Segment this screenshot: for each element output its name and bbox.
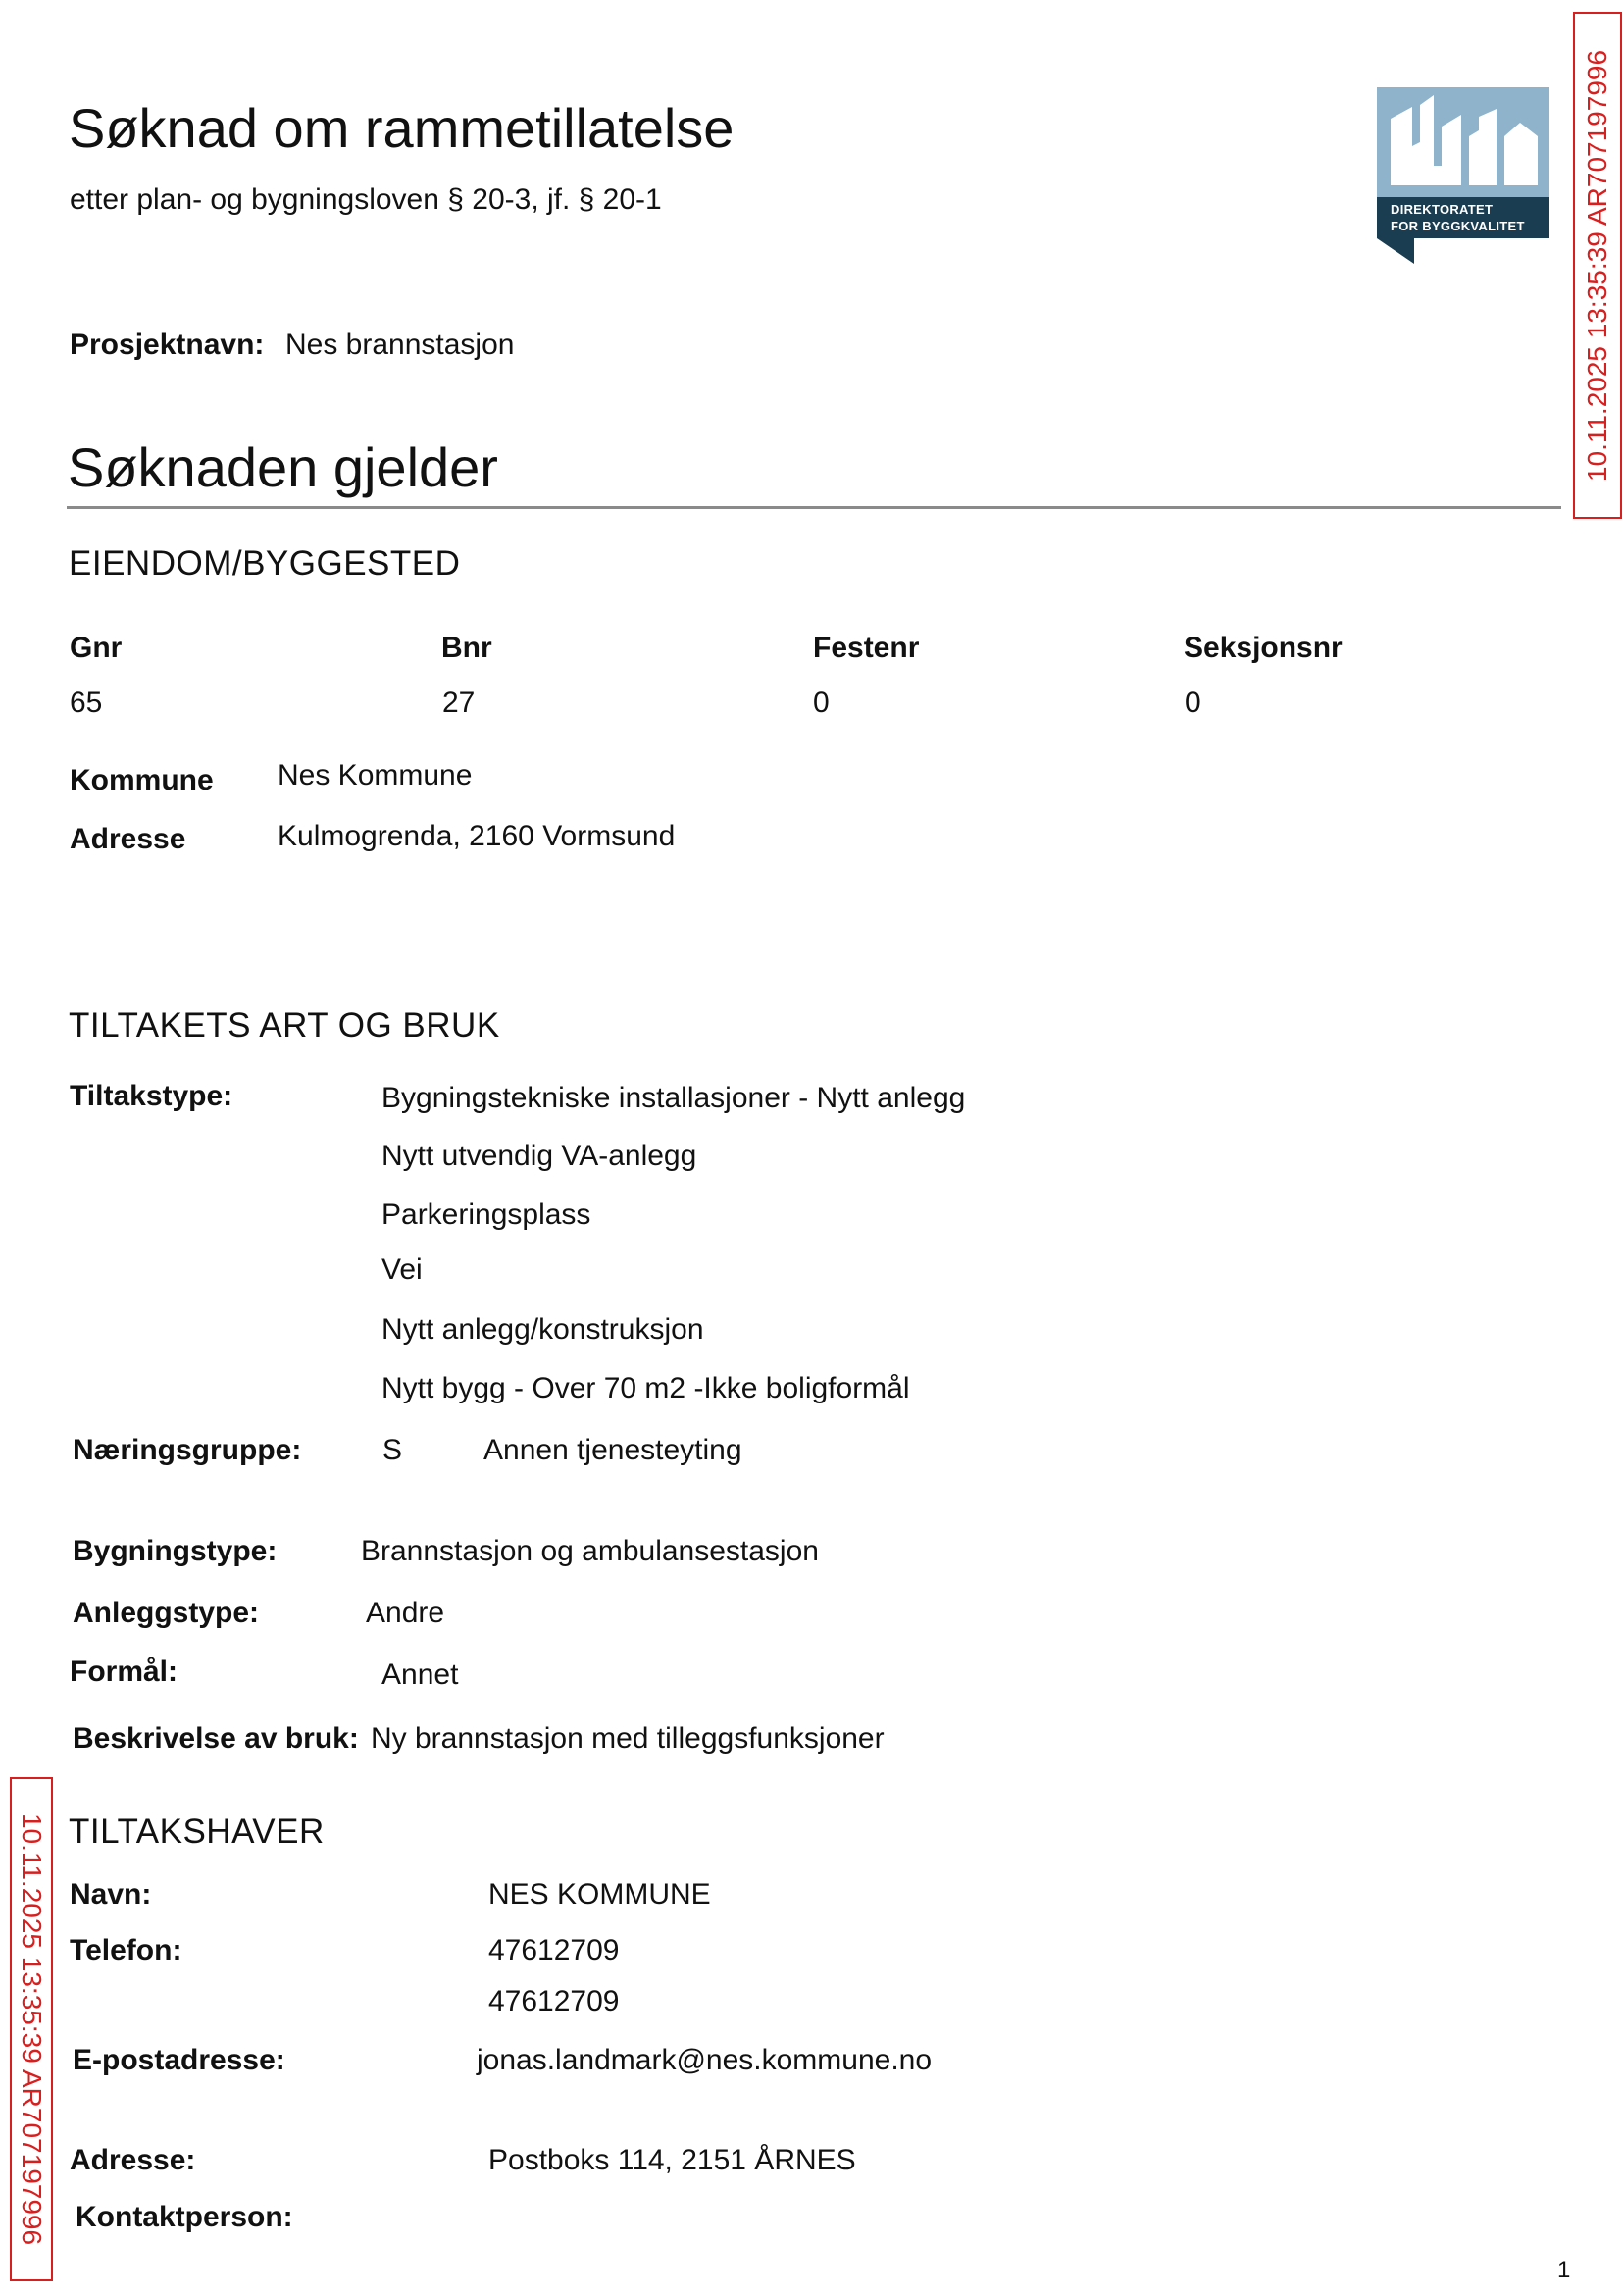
tiltakstype-item: Bygningstekniske installasjoner - Nytt anlegg xyxy=(381,1082,966,1114)
bygningstype-value: Brannstasjon og ambulansestasjon xyxy=(361,1535,819,1567)
tiltakstype-item: Nytt utvendig VA-anlegg xyxy=(381,1140,697,1172)
gnr-label: Gnr xyxy=(70,632,123,664)
tiltak-heading: TILTAKETS ART OG BRUK xyxy=(69,1006,500,1045)
epost-label: E-postadresse: xyxy=(73,2044,285,2076)
anleggstype-value: Andre xyxy=(366,1597,445,1629)
section-title: Søknaden gjelder xyxy=(68,436,498,498)
tiltakstype-item: Nytt bygg - Over 70 m2 -Ikke boligformål xyxy=(381,1372,910,1404)
bnr-label: Bnr xyxy=(441,632,492,664)
navn-label: Navn: xyxy=(70,1878,152,1911)
tiltakstype-item: Vei xyxy=(381,1253,423,1286)
project-value: Nes brannstasjon xyxy=(285,329,515,361)
section-divider xyxy=(67,506,1561,509)
logo-building-graphic xyxy=(1377,87,1549,197)
timestamp-stamp-top-text: 10.11.2025 13:35:39 AR707197996 xyxy=(1582,49,1612,482)
document-title: Søknad om rammetillatelse xyxy=(69,97,735,159)
naeringsgruppe-value: Annen tjenesteyting xyxy=(483,1434,742,1466)
naeringsgruppe-code: S xyxy=(382,1434,403,1466)
tiltakstype-item: Nytt anlegg/konstruksjon xyxy=(381,1313,704,1346)
logo-text-line2: FOR BYGGKVALITET xyxy=(1391,219,1525,233)
bnr-value: 27 xyxy=(442,687,476,719)
logo-flag xyxy=(1377,238,1414,264)
beskrivelse-label: Beskrivelse av bruk: xyxy=(73,1722,359,1755)
tiltakshaver-heading: TILTAKSHAVER xyxy=(69,1812,325,1851)
gnr-value: 65 xyxy=(70,687,103,719)
timestamp-stamp-left-text: 10.11.2025 13:35:39 AR707197996 xyxy=(17,1812,47,2246)
timestamp-stamp-top xyxy=(1573,12,1622,519)
navn-value: NES KOMMUNE xyxy=(488,1878,711,1911)
formaal-label: Formål: xyxy=(70,1656,178,1688)
beskrivelse-value: Ny brannstasjon med tilleggsfunksjoner xyxy=(371,1722,885,1755)
document-subtitle: etter plan- og bygningsloven § 20-3, jf. § 20-1 xyxy=(70,183,662,216)
kommune-label: Kommune xyxy=(70,764,214,796)
seksjonsnr-label: Seksjonsnr xyxy=(1184,632,1343,664)
eiendom-heading: EIENDOM/BYGGESTED xyxy=(69,544,461,583)
timestamp-stamp-left xyxy=(10,1777,53,2281)
telefon-value: 47612709 xyxy=(488,1934,620,1966)
kontaktperson-label: Kontaktperson: xyxy=(76,2201,293,2233)
adresse-label: Adresse xyxy=(70,823,186,855)
epost-value: jonas.landmark@nes.kommune.no xyxy=(477,2044,933,2076)
anleggstype-label: Anleggstype: xyxy=(73,1597,260,1629)
kommune-value: Nes Kommune xyxy=(278,759,473,791)
naeringsgruppe-label: Næringsgruppe: xyxy=(73,1434,302,1466)
page-number: 1 xyxy=(1557,2257,1571,2283)
logo-text-band xyxy=(1377,197,1549,238)
telefon-label: Telefon: xyxy=(70,1934,182,1966)
formaal-value: Annet xyxy=(381,1658,459,1691)
tiltakstype-item: Parkeringsplass xyxy=(381,1198,591,1231)
logo-text-line1: DIREKTORATET xyxy=(1391,202,1494,217)
project-label: Prosjektnavn: xyxy=(70,329,265,361)
tiltakshaver-adresse-label: Adresse: xyxy=(70,2144,196,2176)
adresse-value: Kulmogrenda, 2160 Vormsund xyxy=(278,820,676,852)
dibk-logo xyxy=(1377,87,1549,274)
telefon-value: 47612709 xyxy=(488,1985,620,2017)
festenr-label: Festenr xyxy=(813,632,920,664)
tiltakshaver-adresse-value: Postboks 114, 2151 ÅRNES xyxy=(488,2144,856,2176)
tiltakstype-label: Tiltakstype: xyxy=(70,1080,233,1112)
bygningstype-label: Bygningstype: xyxy=(73,1535,278,1567)
seksjonsnr-value: 0 xyxy=(1185,687,1201,719)
festenr-value: 0 xyxy=(813,687,830,719)
